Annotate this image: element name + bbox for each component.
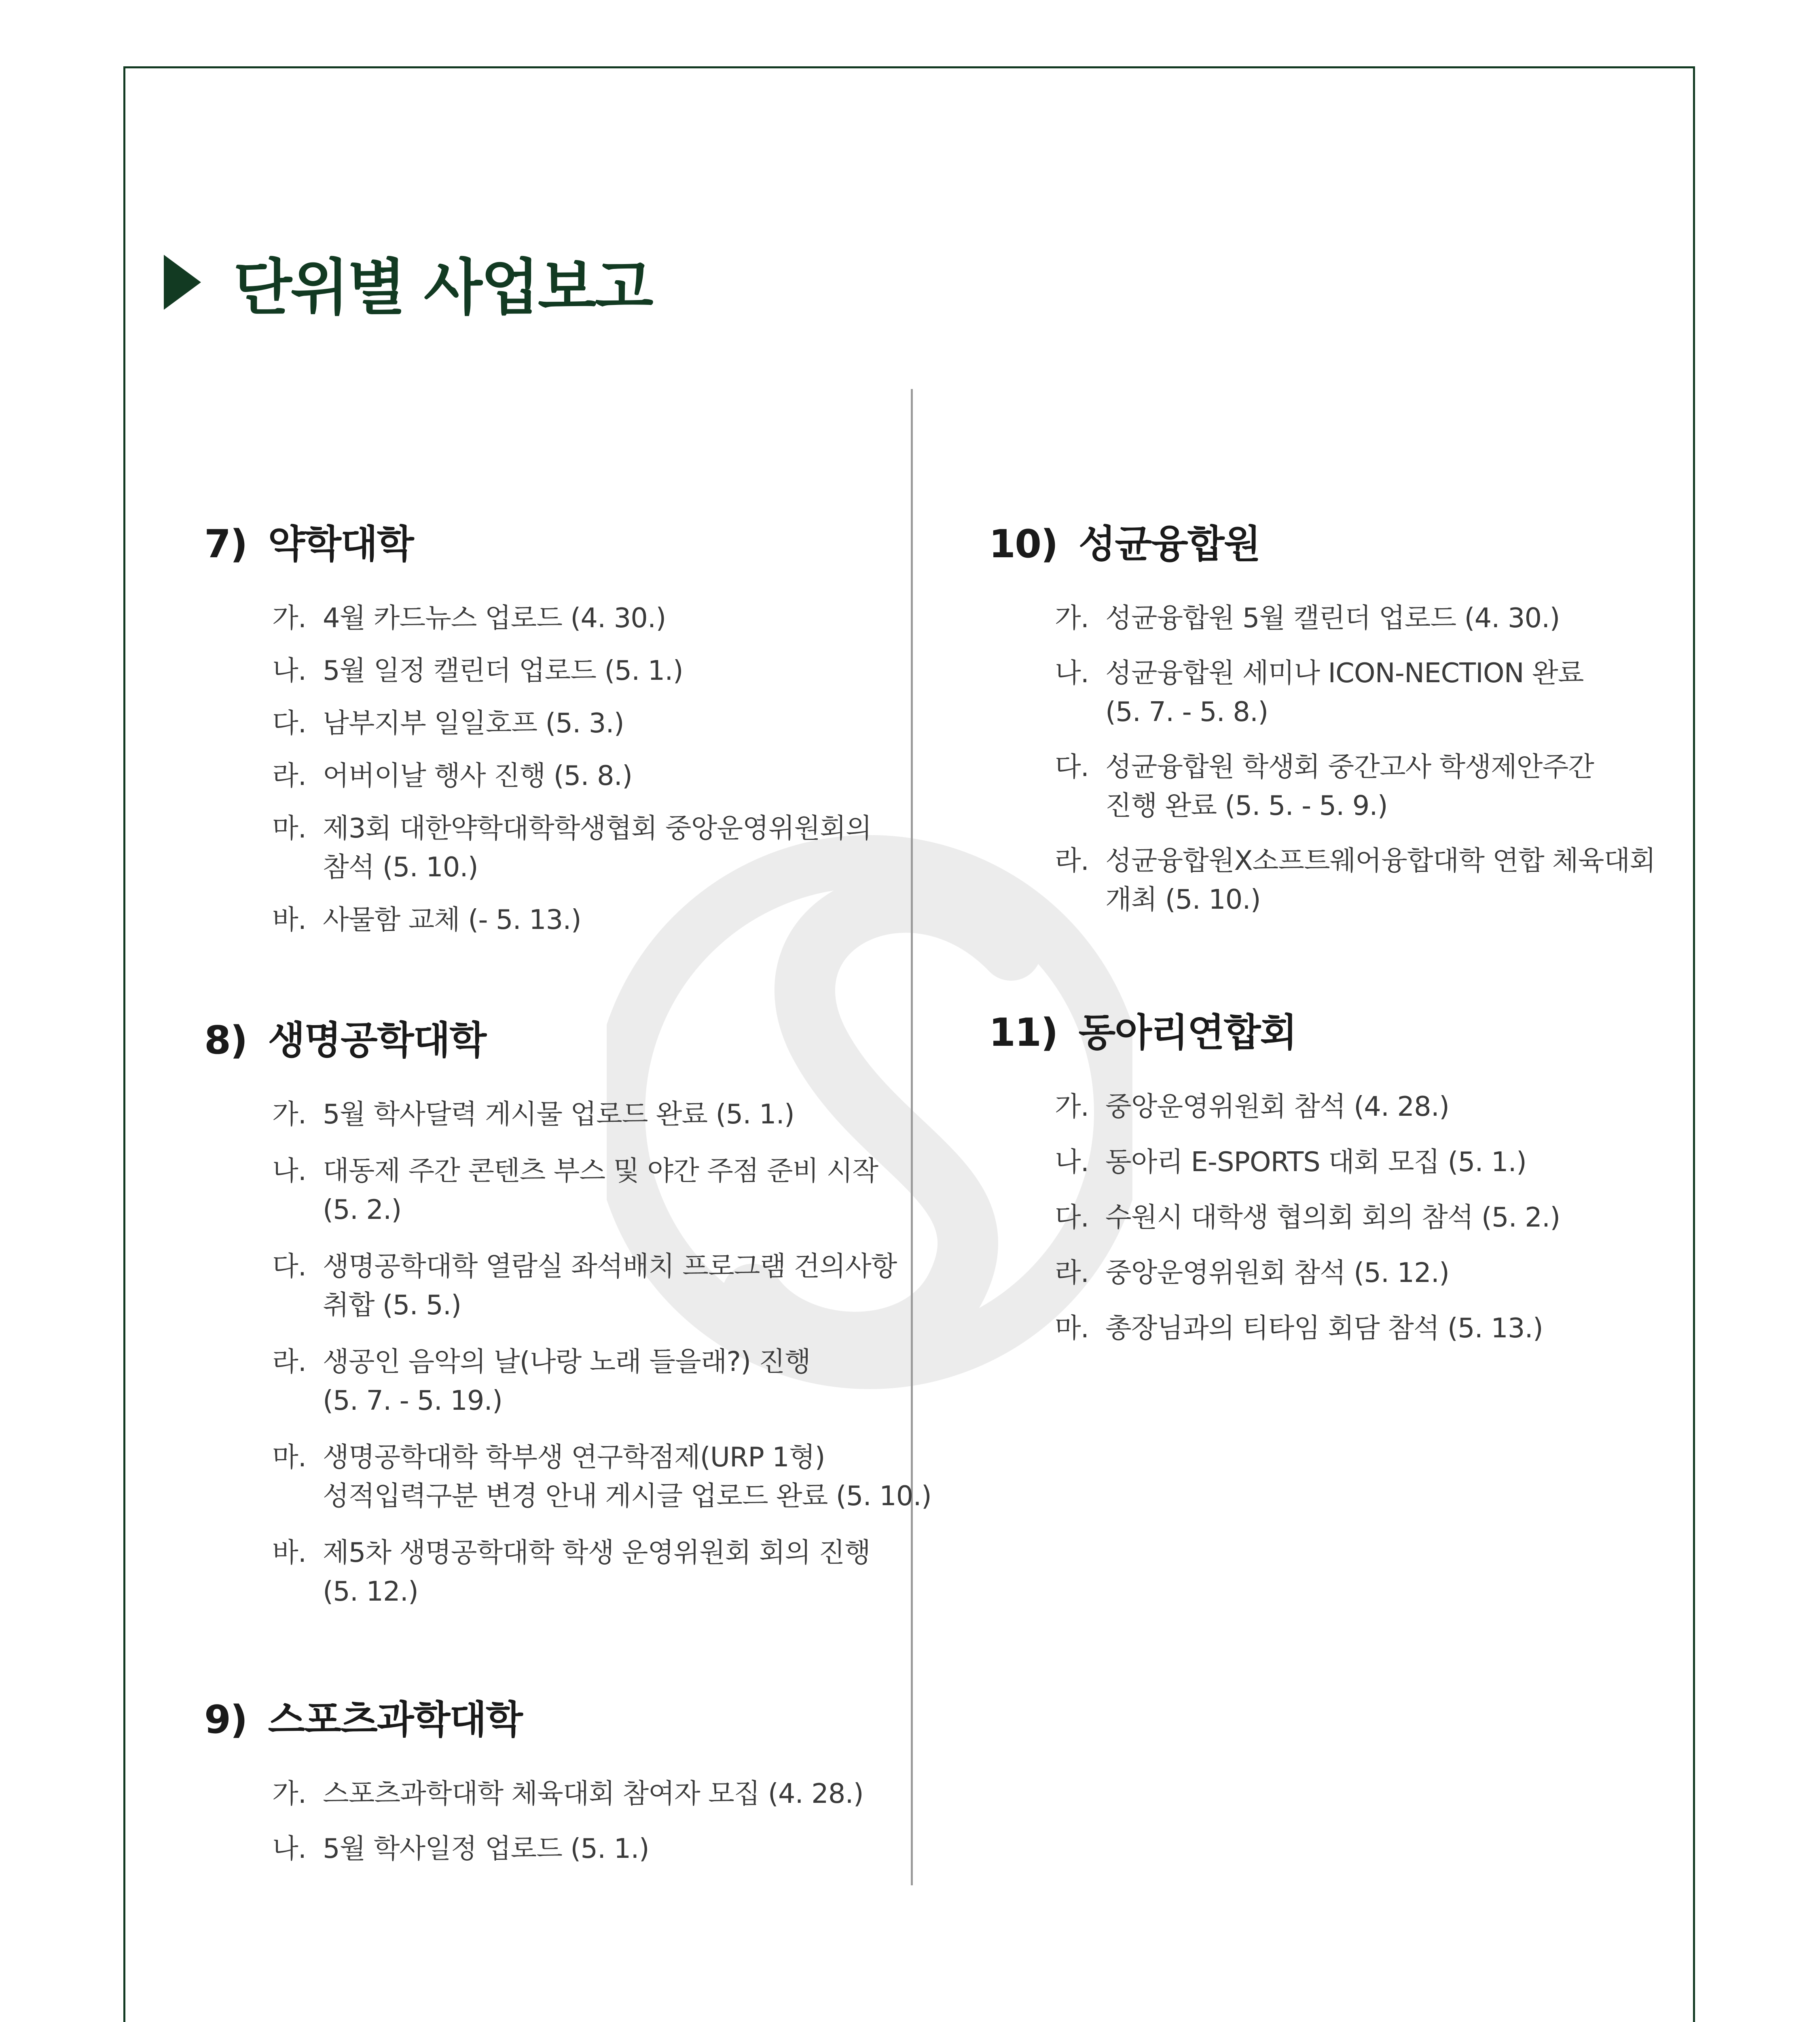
item-marker: 라. bbox=[272, 1346, 307, 1377]
item-text: 수원시 대학생 협의회 회의 참석 (5. 2.) bbox=[1105, 1201, 1560, 1233]
item-list bbox=[1055, 1087, 1560, 1347]
section-heading bbox=[204, 1010, 931, 1065]
item-text: 생공인 음악의 날(나랑 노래 들을래?) 진행 (5. 7. - 5. 19.) bbox=[323, 1346, 811, 1416]
list-item bbox=[272, 651, 872, 690]
item-text: 사물함 교체 (- 5. 13.) bbox=[323, 904, 581, 935]
list-item bbox=[1055, 1142, 1560, 1181]
item-marker: 마. bbox=[272, 812, 307, 844]
item-list bbox=[272, 599, 872, 939]
list-item bbox=[272, 900, 872, 939]
item-marker: 나. bbox=[1055, 1146, 1089, 1178]
item-text: 5월 학사달력 게시물 업로드 완료 (5. 1.) bbox=[323, 1098, 794, 1130]
list-item bbox=[272, 1533, 931, 1611]
item-text: 4월 카드뉴스 업로드 (4. 30.) bbox=[323, 602, 666, 634]
item-marker: 나. bbox=[1055, 657, 1089, 689]
item-text: 대동제 주간 콘텐츠 부스 및 야간 주점 준비 시작 (5. 2.) bbox=[323, 1155, 878, 1225]
item-text: 생명공학대학 열람실 좌석배치 프로그램 건의사항 취합 (5. 5.) bbox=[323, 1250, 897, 1321]
item-marker: 라. bbox=[1055, 1257, 1089, 1288]
section-title: 생명공학대학 bbox=[268, 1018, 486, 1063]
section-title: 동아리연합회 bbox=[1078, 1011, 1297, 1055]
item-marker: 나. bbox=[272, 655, 307, 686]
item-marker: 가. bbox=[272, 1778, 307, 1809]
section-heading bbox=[204, 514, 872, 569]
list-item bbox=[1055, 599, 1655, 637]
item-marker: 가. bbox=[272, 602, 307, 634]
item-text: 스포츠과학대학 체육대회 참여자 모집 (4. 28.) bbox=[323, 1778, 863, 1809]
item-text: 성균융합원 학생회 중간고사 학생제안주간 진행 완료 (5. 5. - 5. 9.) bbox=[1105, 751, 1594, 821]
item-marker: 나. bbox=[272, 1155, 307, 1187]
item-list bbox=[1055, 599, 1655, 919]
section-heading bbox=[989, 514, 1655, 569]
list-item bbox=[272, 1247, 931, 1324]
section-number: 9) bbox=[204, 1698, 247, 1742]
list-item bbox=[1055, 1087, 1560, 1126]
section-convergence-institute bbox=[989, 514, 1655, 919]
item-list bbox=[272, 1774, 863, 1868]
item-text: 동아리 E-SPORTS 대회 모집 (5. 1.) bbox=[1105, 1146, 1526, 1178]
item-marker: 바. bbox=[272, 1537, 307, 1568]
item-marker: 마. bbox=[272, 1441, 307, 1473]
item-text: 제5차 생명공학대학 학생 운영위원회 회의 진행 (5. 12.) bbox=[323, 1537, 870, 1607]
section-number: 8) bbox=[204, 1018, 247, 1063]
item-list bbox=[272, 1095, 931, 1611]
section-title: 스포츠과학대학 bbox=[268, 1698, 522, 1742]
item-marker: 마. bbox=[1055, 1312, 1089, 1344]
list-item bbox=[1055, 747, 1655, 825]
list-item bbox=[1055, 1309, 1560, 1347]
list-item bbox=[272, 1151, 931, 1229]
item-marker: 가. bbox=[272, 1098, 307, 1130]
item-text: 성균융합원 5월 캘린더 업로드 (4. 30.) bbox=[1105, 602, 1560, 634]
list-item bbox=[1055, 1198, 1560, 1237]
item-text: 성균융합원X소프트웨어융합대학 연합 체육대회 개최 (5. 10.) bbox=[1105, 845, 1655, 915]
item-marker: 라. bbox=[1055, 845, 1089, 876]
item-text: 중앙운영위원회 참석 (4. 28.) bbox=[1105, 1091, 1450, 1122]
item-marker: 바. bbox=[272, 904, 307, 935]
list-item bbox=[272, 1342, 931, 1420]
item-text: 중앙운영위원회 참석 (5. 12.) bbox=[1105, 1257, 1450, 1288]
page-title-text: 단위별 사업보고 bbox=[233, 253, 652, 323]
section-title: 성균융합원 bbox=[1078, 522, 1260, 567]
item-text: 성균융합원 세미나 ICON-NECTION 완료 (5. 7. - 5. 8.) bbox=[1105, 657, 1584, 728]
item-text: 5월 일정 캘린더 업로드 (5. 1.) bbox=[323, 655, 683, 686]
item-text: 5월 학사일정 업로드 (5. 1.) bbox=[323, 1833, 649, 1864]
list-item bbox=[272, 599, 872, 637]
list-item bbox=[272, 1774, 863, 1813]
play-triangle-icon bbox=[164, 255, 201, 310]
item-marker: 다. bbox=[272, 1250, 307, 1282]
section-club-union bbox=[989, 1002, 1560, 1347]
list-item bbox=[272, 809, 872, 886]
list-item bbox=[272, 756, 872, 795]
item-marker: 라. bbox=[272, 760, 307, 791]
section-number: 10) bbox=[989, 522, 1058, 567]
item-text: 어버이날 행사 진행 (5. 8.) bbox=[323, 760, 633, 791]
item-text: 제3회 대한약학대학학생협회 중앙운영위원회의 참석 (5. 10.) bbox=[323, 812, 872, 883]
item-text: 생명공학대학 학부생 연구학점제(URP 1형) 성적입력구분 변경 안내 게시글 업로드 완료 (5. 10.) bbox=[323, 1441, 931, 1512]
item-marker: 가. bbox=[1055, 1091, 1089, 1122]
item-marker: 가. bbox=[1055, 602, 1089, 634]
list-item bbox=[1055, 654, 1655, 731]
list-item bbox=[272, 1829, 863, 1868]
item-marker: 다. bbox=[1055, 1201, 1089, 1233]
item-text: 남부지부 일일호프 (5. 3.) bbox=[323, 707, 624, 739]
list-item bbox=[272, 1438, 931, 1515]
section-title: 약학대학 bbox=[268, 522, 413, 567]
item-marker: 다. bbox=[1055, 751, 1089, 783]
section-heading bbox=[989, 1002, 1560, 1057]
section-pharmacy bbox=[204, 514, 872, 939]
item-marker: 다. bbox=[272, 707, 307, 739]
item-marker: 나. bbox=[272, 1833, 307, 1864]
section-biotech bbox=[204, 1010, 931, 1611]
section-number: 11) bbox=[989, 1011, 1058, 1055]
list-item bbox=[272, 1095, 931, 1134]
list-item bbox=[272, 704, 872, 742]
section-heading bbox=[204, 1689, 863, 1744]
list-item bbox=[1055, 841, 1655, 919]
item-text: 총장님과의 티타임 회담 참석 (5. 13.) bbox=[1105, 1312, 1543, 1344]
section-number: 7) bbox=[204, 522, 247, 567]
section-sports-science bbox=[204, 1689, 863, 1868]
page-title bbox=[164, 239, 652, 326]
list-item bbox=[1055, 1253, 1560, 1292]
